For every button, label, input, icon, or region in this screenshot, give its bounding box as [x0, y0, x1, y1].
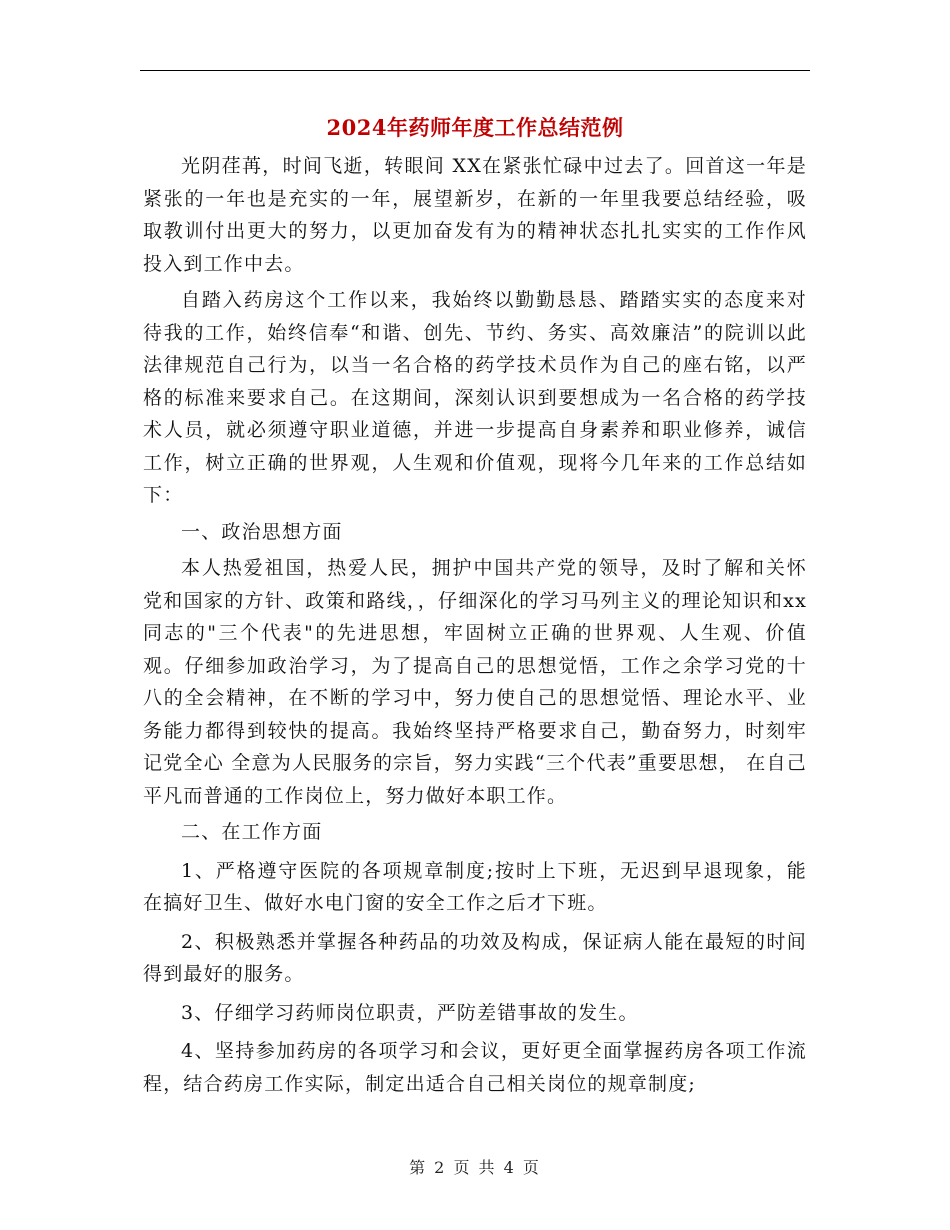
section-heading-work: 二、在工作方面 [181, 821, 323, 843]
list-item: 1、严格遵守医院的各项规章制度;按时上下班，无迟到早退现象，能在搞好卫生、做好水电门窗的安全工作之后才下班。 [143, 859, 807, 914]
paragraph-intro: 光阴荏苒，时间飞逝，转眼间 XX在紧张忙碌中过去了。回首这一年是紧张的一年也是充实的一年，展望新岁，在新的一年里我要总结经验，吸取教训付出更大的努力，以更加奋发有为的精神状态扎扎实实的工作作风投入到工作中去。 [143, 155, 807, 275]
page-footer: 第 2 页 共 4 页 [409, 1158, 541, 1177]
document-title: 2024年药师年度工作总结范例 [326, 115, 624, 140]
list-item: 4、坚持参加药房的各项学习和会议，更好更全面掌握药房各项工作流程，结合药房工作实际，制定出适合自己相关岗位的规章制度; [143, 1040, 807, 1095]
document-body [143, 150, 807, 1100]
paragraph-work-attitude: 自踏入药房这个工作以来，我始终以勤勤恳恳、踏踏实实的态度来对待我的工作，始终信奉“和谐、创先、节约、务实、高效廉洁”的院训以此法律规范自己行为，以当一名合格的药学技术员作为自己的座右铭，以严格的标准来要求自己。在这期间，深刻认识到要想成为一名合格的药学技术人员，就必须遵守职业道德，并进一步提高自身素养和职业修养，诚信工作，树立正确的世界观，人生观和价值观，现将今几年来的工作总结如下： [143, 289, 807, 506]
list-item: 2、积极熟悉并掌握各种药品的功效及构成，保证病人能在最短的时间得到最好的服务。 [143, 930, 807, 985]
paragraph-politics: 本人热爱祖国，热爱人民，拥护中国共产党的领导，及时了解和关怀党和国家的方针、政策和路线，，仔细深化的学习马列主义的理论知识和xx同志的"三个代表"的先进思想，牢固树立正确的世界观、人生观、价值观。仔细参加政治学习，为了提高自己的思想觉悟，工作之余学习党的十八的全会精神，在不断的学习中，努力使自己的思想觉悟、理论水平、业务能力都得到较快的提高。我始终坚持严格要求自己，勤奋努力，时刻牢记党全心 全意为人民服务的宗旨，努力实践“三个代表”重要思想， 在自己平凡而普通的工作岗位上，努力做好本职工作。 [143, 557, 807, 807]
list-item: 3、仔细学习药师岗位职责，严防差错事故的发生。 [181, 1001, 639, 1024]
section-heading-politics: 一、政治思想方面 [181, 520, 343, 543]
header-rule [140, 70, 810, 71]
